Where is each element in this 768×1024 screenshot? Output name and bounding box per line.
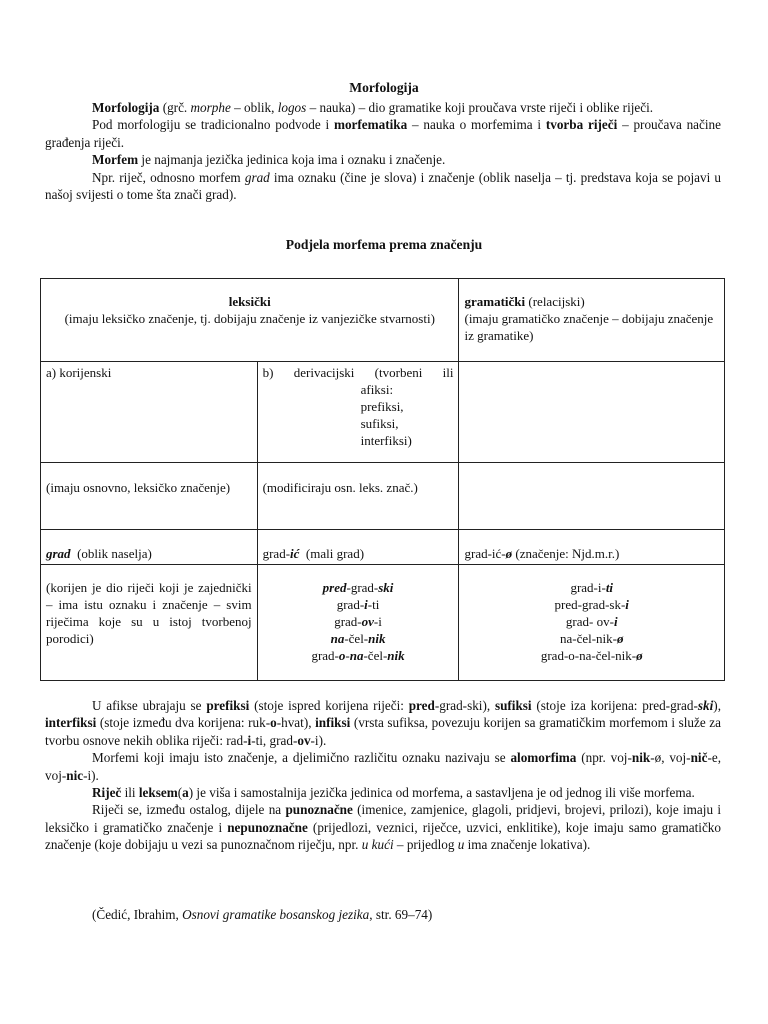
table-header-row <box>41 279 725 362</box>
lexical-header-cell <box>41 279 459 362</box>
grammatical-description: (imaju gramatičko značenje – dobijaju značenje iz gramatike) <box>464 311 714 343</box>
table-cell <box>459 565 725 681</box>
intro-section <box>45 99 721 203</box>
table-cell: (imaju osnovno, leksičko značenje) <box>41 463 258 530</box>
example-line: pred-grad-ski <box>322 580 394 595</box>
grammatical-heading: gramatički <box>464 294 526 309</box>
body-paragraph-4: Riječi se, između ostalog, dijele na punoznačne (imenice, zamjenice, glagoli, pridjevi, brojevi, prilozi), koje imaju i leksičko i gramatičko značenje i nepunoznačne (prijedlozi, veznici, riječce, uzvici, enklitike), koje imaju samo gramatičko značenje (koje dobijaju u vezi sa punoznačnom riječju, npr. u kući – prijedlog u ima značenje lokativa). <box>45 802 721 853</box>
body-section <box>45 697 721 854</box>
example-line: na-čel-nik-ø <box>559 631 624 646</box>
citation: (Čedić, Ibrahim, Osnovi gramatike bosanskog jezika, str. 69–74) <box>92 907 433 922</box>
morpheme-table <box>40 278 725 681</box>
intro-paragraph-1: Morfologija (grč. morphe – oblik, logos – nauka) – dio gramatike koji proučava vrste riječi i oblike riječi. <box>92 100 654 115</box>
table-cell <box>257 362 459 463</box>
section-subtitle: Podjela morfema prema značenju <box>285 237 483 252</box>
table-cell: grad-ić (mali grad) <box>257 530 459 565</box>
table-cell <box>257 565 459 681</box>
lexical-description: (imaju leksičko značenje, tj. dobijaju značenje iz vanjezičke stvarnosti) <box>64 311 435 326</box>
body-paragraph-1: U afikse ubrajaju se prefiksi (stoje ispred korijena riječi: pred-grad-ski), sufiksi (stoje iza korijena: pred-grad-ski), interfiksi (stoje između dva korijena: ruk-o-hvat), infiksi (vrsta sufiksa, povezuju korijen sa gramatičkim morfemom i služe za tvorbu osnove nekih oblika riječi: rad-i-ti, grad-ov-i). <box>45 698 721 748</box>
table-row <box>41 565 725 681</box>
affix-line: afiksi: <box>360 382 394 397</box>
intro-paragraph-4: Npr. riječ, odnosno morfem grad ima oznaku (čine je slova) i značenje (oblik naselja – tj. predstava koja se pojavi u našoj svijesti o tome šta znači grad). <box>45 169 721 203</box>
table-row <box>41 463 725 530</box>
grammatical-relational: (relacijski) <box>525 294 585 309</box>
table-cell: (modificiraju osn. leks. znač.) <box>257 463 459 530</box>
lexical-heading: leksički <box>228 294 271 309</box>
example-line: grad-i-ti <box>570 580 614 595</box>
table-cell: grad-ić-ø (značenje: Njd.m.r.) <box>459 530 725 565</box>
table-cell <box>459 362 725 463</box>
page-title: Morfologija <box>349 80 419 95</box>
derivational-line: b) derivacijski (tvorbeni ili <box>262 365 454 380</box>
grammatical-header-cell <box>459 279 725 362</box>
table-cell: (korijen je dio riječi koji je zajednički – ima istu oznaku i značenje – svim riječima koje su u istoj tvorbenoj porodici) <box>41 565 258 681</box>
affix-line: prefiksi, <box>360 399 404 414</box>
table-row <box>41 530 725 565</box>
example-line: pred-grad-sk-i <box>554 597 629 612</box>
example-line: grad-o-na-čel-nik-ø <box>540 648 643 663</box>
affix-line: interfiksi) <box>360 433 412 448</box>
body-paragraph-3: Riječ ili leksem(a) je viša i samostalnija jezička jedinica od morfema, a sastavljena je od jednog ili više morfema. <box>92 785 695 801</box>
example-line: grad-ov-i <box>334 614 382 629</box>
affix-line: sufiksi, <box>360 416 399 431</box>
intro-paragraph-3: Morfem je najmanja jezička jedinica koja ima i oznaku i značenje. <box>92 152 446 168</box>
intro-paragraph-2: Pod morfologiju se tradicionalno podvode i morfematika – nauka o morfemima i tvorba riječi – proučava načine građenja riječi. <box>45 117 722 150</box>
table-row <box>41 362 725 463</box>
table-cell: grad (oblik naselja) <box>41 530 258 565</box>
table-cell: a) korijenski <box>41 362 258 463</box>
table-cell <box>459 463 725 530</box>
example-line: grad-i-ti <box>336 597 380 612</box>
example-line: grad-o-na-čel-nik <box>311 648 405 663</box>
body-paragraph-2: Morfemi koji imaju isto značenje, a djelimično različitu oznaku nazivaju se alomorfima (npr. voj-nik-ø, voj-nič-e, voj-nic-i). <box>45 750 721 783</box>
example-line: na-čel-nik <box>330 631 386 646</box>
example-line: grad- ov-i <box>565 614 618 629</box>
